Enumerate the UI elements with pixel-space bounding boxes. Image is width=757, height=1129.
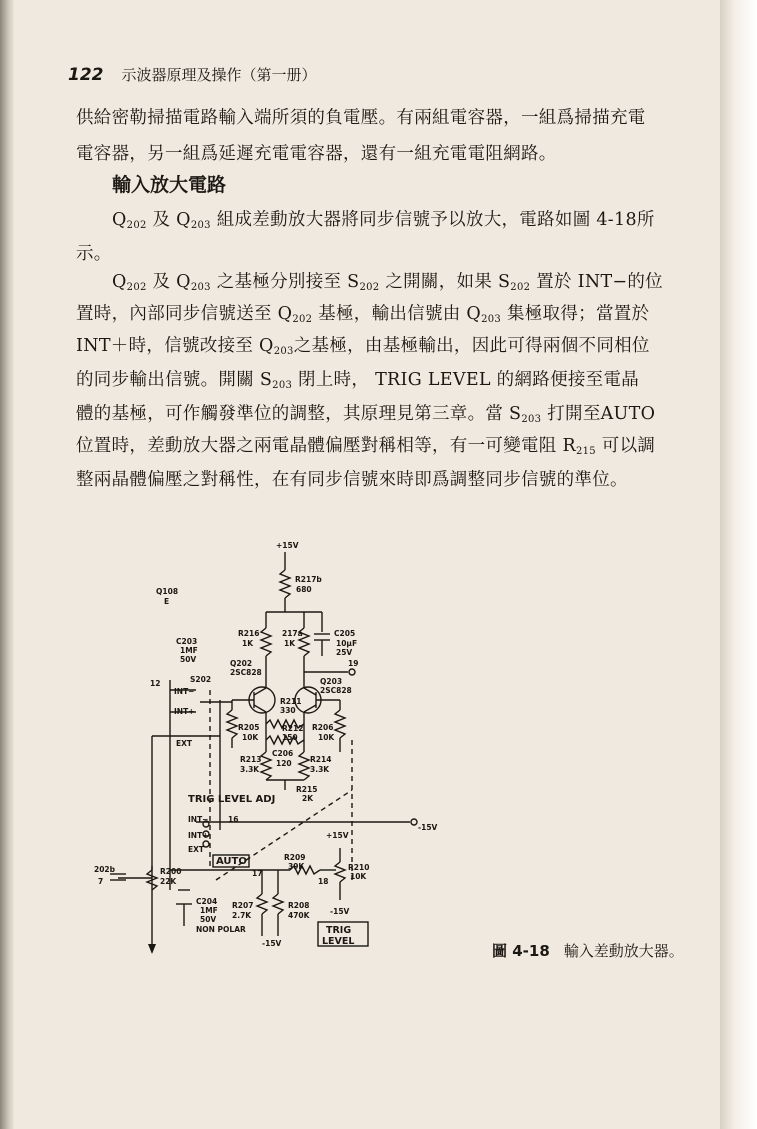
- text-line: 位置時，差動放大器之兩電晶體偏壓對稱相等，有一可變電阻 $R_{215}$ 可以調: [76, 436, 656, 457]
- schematic-label: 3.3K: [310, 765, 330, 774]
- schematic-label: INT+: [174, 707, 195, 716]
- schematic-label: R200: [160, 867, 182, 876]
- page-number: 122: [68, 65, 104, 85]
- schematic-label: 10K: [242, 733, 259, 742]
- schematic-label: TRIG: [326, 925, 352, 936]
- schematic-label: R205: [238, 723, 260, 732]
- text-line: $Q_{202}$ 及 $Q_{203}$ 之基極分別接至 $S_{202}$ 之開關，如果 $S_{202}$ 置於 INT−的位: [112, 272, 663, 293]
- schematic-label: S202: [190, 675, 212, 684]
- schematic-label: 217a: [282, 629, 303, 638]
- schematic-label: 120: [276, 759, 292, 768]
- schematic-label: 17: [252, 869, 263, 878]
- text-line: 體的基極，可作觸發準位的調整，其原理見第三章。當 $S_{203}$ 打開至AUTO: [76, 404, 656, 425]
- schematic-label: 2SC828: [230, 668, 262, 677]
- schematic-label: 680: [296, 585, 312, 594]
- schematic-label: INT+: [188, 831, 209, 840]
- schematic-label: Q203: [320, 677, 343, 686]
- schematic-label: R207: [232, 901, 254, 910]
- schematic-label: 1K: [284, 639, 296, 648]
- schematic-label: NON POLAR: [196, 925, 246, 934]
- running-title: 示波器原理及操作（第一册）: [121, 66, 317, 84]
- figure-caption: [492, 940, 684, 961]
- schematic-label: INT−: [174, 687, 195, 696]
- schematic-label: LEVEL: [322, 936, 355, 947]
- figure-title: 輸入差動放大器。: [563, 942, 684, 960]
- schematic-label: 330: [280, 706, 296, 715]
- schematic-label: 150: [282, 733, 298, 742]
- schematic-label: 1K: [242, 639, 254, 648]
- schematic-label: R209: [284, 853, 306, 862]
- schematic-label: R215: [296, 785, 318, 794]
- schematic-label: R210: [348, 863, 370, 872]
- text-line: INT＋時，信號改接至 $Q_{203}$之基極，由基極輸出，因此可得兩個不同相位: [76, 336, 650, 357]
- schematic-label: 10K: [350, 872, 367, 881]
- schematic-label: TRIG LEVEL ADJ: [188, 794, 276, 805]
- schematic-label: -15V: [418, 823, 438, 832]
- schematic-label: Q108: [156, 587, 179, 596]
- schematic-label: -15V: [330, 907, 350, 916]
- schematic-label: -15V: [262, 939, 282, 948]
- schematic-label: R212: [282, 724, 304, 733]
- schematic-label: Q202: [230, 659, 253, 668]
- schematic-label: 7: [98, 877, 104, 886]
- text-line: $Q_{202}$ 及 $Q_{203}$ 組成差動放大器將同步信號予以放大，電路如圖 4-18所: [112, 210, 655, 231]
- text-line: 電容器，另一組爲延遲充電電容器，還有一組充電電阻網路。: [76, 144, 557, 164]
- schematic-label: 19: [348, 659, 359, 668]
- schematic-label: R217b: [295, 575, 322, 584]
- schematic-label: R206: [312, 723, 334, 732]
- text-line: 整兩晶體偏壓之對稱性，在有同步信號來時即爲調整同步信號的準位。: [76, 470, 628, 490]
- schematic-label: +15V: [326, 831, 349, 840]
- schematic-label: EXT: [188, 845, 205, 854]
- schematic-label: 50V: [200, 915, 217, 924]
- section-heading: 輸入放大電路: [112, 174, 227, 196]
- schematic-label: 50V: [180, 655, 197, 664]
- schematic-label: 22K: [160, 877, 177, 886]
- schematic-label: 25V: [336, 648, 353, 657]
- figure-number: 圖 4-18: [492, 942, 550, 960]
- schematic-label: 2K: [302, 794, 314, 803]
- schematic-label: 1MF: [200, 906, 218, 915]
- schematic-label: 3.3K: [240, 765, 260, 774]
- schematic-label: AUTO: [216, 856, 247, 867]
- text-line: 置時，內部同步信號送至 $Q_{202}$ 基極，輸出信號由 $Q_{203}$ 集極取得；當置於: [76, 304, 650, 325]
- schematic-label: C203: [176, 637, 198, 646]
- text-line: 示。: [76, 244, 112, 264]
- text-line: 的同步輸出信號。開關 $S_{203}$ 閉上時， TRIG LEVEL 的網路便接至電晶: [76, 370, 640, 391]
- schematic-label: E: [164, 597, 170, 606]
- schematic-label: INT−: [188, 815, 209, 824]
- schematic-label: 202b: [94, 865, 116, 874]
- schematic-label: 18: [318, 877, 329, 886]
- schematic-label: 10K: [318, 733, 335, 742]
- schematic-label: 470K: [288, 911, 310, 920]
- schematic-label: 10μF: [336, 639, 358, 648]
- schematic-label: 2.7K: [232, 911, 252, 920]
- schematic-label: R214: [310, 755, 332, 764]
- schematic-label: +15V: [276, 541, 299, 550]
- schematic-label: C206: [272, 749, 294, 758]
- schematic-label: C205: [334, 629, 356, 638]
- schematic-label: R208: [288, 901, 310, 910]
- schematic-label: C204: [196, 897, 218, 906]
- schematic-label: 16: [228, 815, 239, 824]
- schematic-label: 39K: [288, 862, 305, 871]
- text-line: 供給密勒掃描電路輸入端所須的負電壓。有兩組電容器，一組爲掃描充電: [76, 108, 646, 128]
- schematic-label: R216: [238, 629, 260, 638]
- schematic-label: 1MF: [180, 646, 198, 655]
- schematic-label: R211: [280, 697, 302, 706]
- schematic-label: R213: [240, 755, 262, 764]
- schematic-label: EXT: [176, 739, 193, 748]
- schematic-label: 2SC828: [320, 686, 352, 695]
- schematic-label: 12: [150, 679, 161, 688]
